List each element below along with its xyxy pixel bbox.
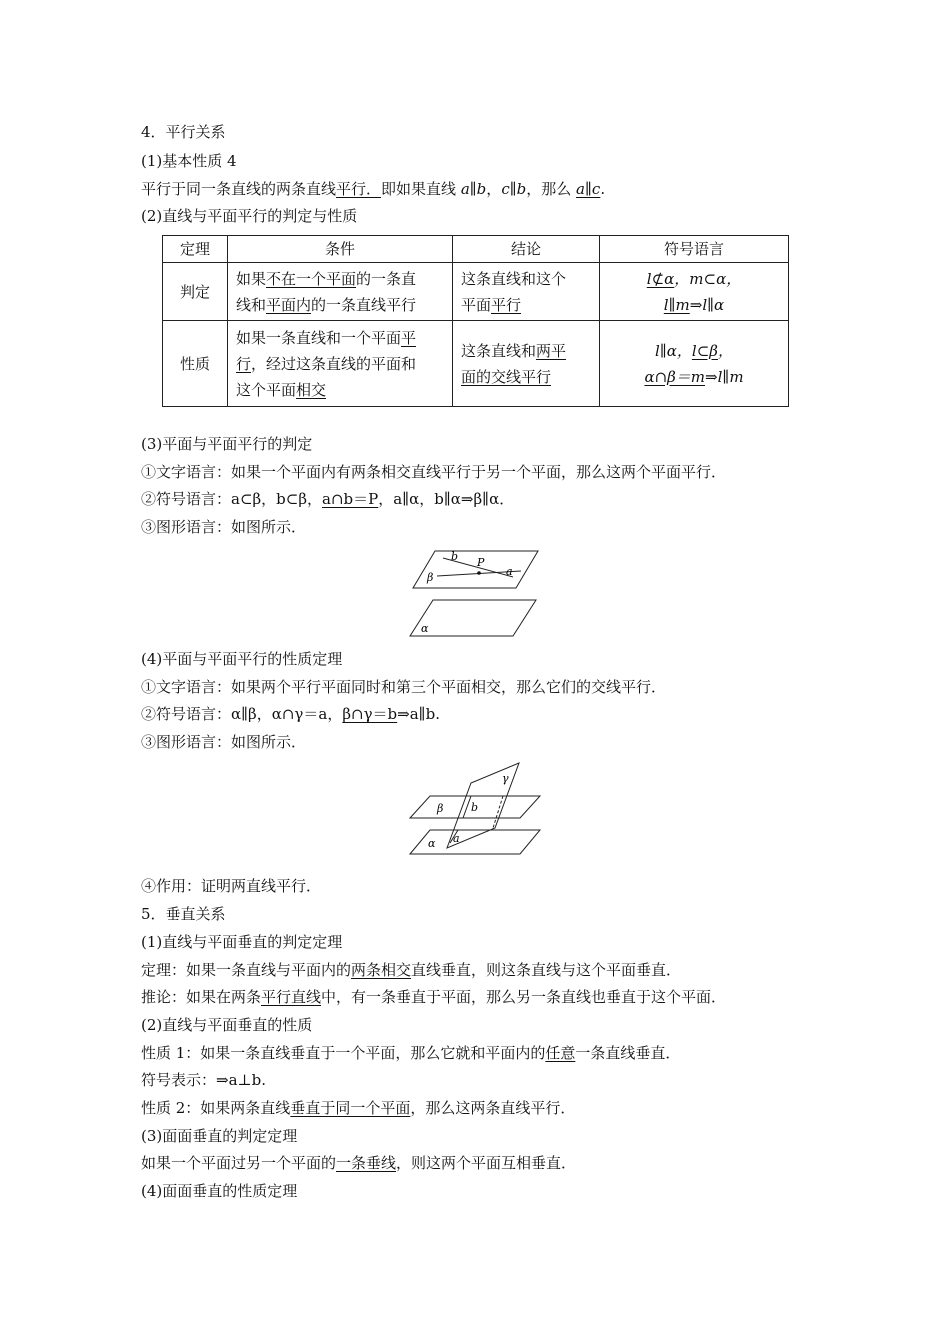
label-beta: β	[437, 802, 444, 815]
conclusion-cell: 这条直线和这个 平面平行	[453, 263, 600, 321]
subsection-line-plane-perp-test: (1)直线与平面垂直的判定定理	[141, 933, 343, 951]
section-4-heading: 4．平行关系	[141, 123, 226, 141]
symbol-language-line: ②符号语言：α∥β，α∩γ＝a，β∩γ＝b⇒a∥b.	[141, 705, 440, 723]
table-row	[163, 263, 789, 321]
label-b: b	[471, 801, 479, 814]
word-language-line: ①文字语言：如果一个平面内有两条相交直线平行于另一个平面，那么这两个平面平行．	[141, 463, 727, 481]
table-header: 结论	[453, 236, 600, 263]
symbol-cell: l⊄α，m⊂α， l∥m⇒l∥α	[600, 263, 789, 321]
table-header-row	[163, 236, 789, 263]
corollary-line: 推论：如果在两条平行直线中，有一条垂直于平面，那么另一条直线也垂直于这个平面．	[141, 988, 727, 1006]
table-header: 条件	[228, 236, 453, 263]
subsection-plane-plane-parallel-property: (4)平面与平面平行的性质定理	[141, 650, 343, 668]
subsection-plane-perp-test: (3)面面垂直的判定定理	[141, 1127, 298, 1145]
label-alpha: α	[421, 622, 429, 635]
three-planes-figure	[405, 758, 545, 858]
subsection-line-plane-parallel: (2)直线与平面平行的判定与性质	[141, 207, 358, 225]
symbol-language-line: ②符号语言：a⊂β，b⊂β，a∩b＝P，a∥α，b∥α⇒β∥α．	[141, 490, 515, 508]
subsection-plane-plane-parallel-test: (3)平面与平面平行的判定	[141, 435, 313, 453]
subsection-plane-perp-property: (4)面面垂直的性质定理	[141, 1182, 298, 1200]
theorem-line: 定理：如果一条直线与平面内的两条相交直线垂直，则这条直线与这个平面垂直．	[141, 961, 682, 979]
property-1-line: 性质 1：如果一条直线垂直于一个平面，那么它就和平面内的任意一条直线垂直．	[141, 1044, 681, 1062]
label-p: P	[477, 556, 485, 569]
section-5-heading: 5．垂直关系	[141, 905, 226, 923]
symbol-cell: l∥α，l⊂β， α∩β＝m⇒l∥m	[600, 321, 789, 407]
condition-cell: 如果不在一个平面的一条直 线和平面内的一条直线平行	[228, 263, 453, 321]
subsection-line-plane-perp-property: (2)直线与平面垂直的性质	[141, 1016, 313, 1034]
table-row	[163, 321, 789, 407]
subsection-basic-property-4: (1)基本性质 4	[141, 152, 237, 170]
line-b	[463, 796, 471, 818]
conclusion-cell: 这条直线和两平 面的交线平行	[453, 321, 600, 407]
theorem-name: 性质	[163, 321, 228, 407]
label-a: a	[453, 832, 460, 845]
parallel-planes-figure	[405, 545, 545, 640]
theorem-name: 判定	[163, 263, 228, 321]
hidden-edge	[493, 796, 503, 828]
condition-cell: 如果一条直线和一个平面平 行，经过这条直线的平面和 这个平面相交	[228, 321, 453, 407]
label-alpha: α	[428, 837, 436, 850]
plane-alpha	[410, 600, 536, 636]
figure-language-line: ③图形语言：如图所示．	[141, 518, 307, 536]
label-a: a	[506, 565, 513, 578]
table-header: 符号语言	[600, 236, 789, 263]
label-beta: β	[427, 571, 434, 584]
usage-line: ④作用：证明两直线平行．	[141, 877, 322, 895]
line-plane-parallel-table	[162, 235, 789, 407]
plane-perp-test-line: 如果一个平面过另一个平面的一条垂线，则这两个平面互相垂直．	[141, 1154, 577, 1172]
word-language-line: ①文字语言：如果两个平行平面同时和第三个平面相交，那么它们的交线平行．	[141, 678, 667, 696]
label-b: b	[451, 550, 459, 563]
label-gamma: γ	[502, 772, 509, 785]
table-header: 定理	[163, 236, 228, 263]
property-4-statement: 平行于同一条直线的两条直线平行．即如果直线 a∥b，c∥b，那么 a∥c.	[141, 180, 606, 198]
figure-language-line: ③图形语言：如图所示．	[141, 733, 307, 751]
symbol-line: 符号表示：⇒a⊥b.	[141, 1071, 266, 1089]
property-2-line: 性质 2：如果两条直线垂直于同一个平面，那么这两条直线平行．	[141, 1099, 576, 1117]
point-p	[477, 571, 481, 575]
